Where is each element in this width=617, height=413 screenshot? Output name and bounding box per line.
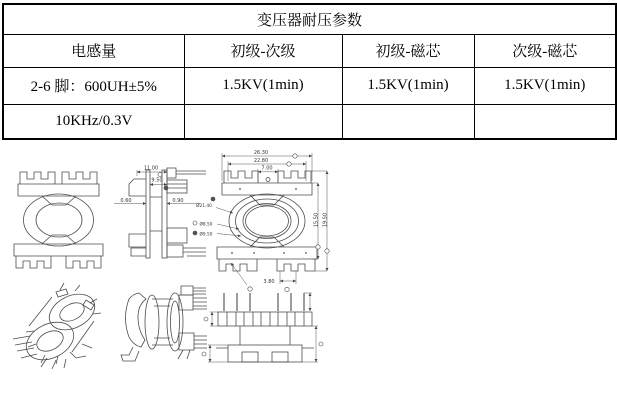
withstand-voltage-table: [2, 3, 617, 140]
front-view-plain: [14, 172, 103, 268]
dim-front-window-height: 15.50: [313, 212, 320, 228]
dim-front-slot-width: 7.00: [261, 165, 273, 172]
col-header-sec-core: 次级-磁芯: [474, 34, 616, 67]
bobbin-mechanical-drawings: [0, 140, 617, 413]
dim-front-overall-height: 19.50: [322, 212, 329, 228]
cell-test-condition: 10KHz/0.3V: [3, 104, 184, 139]
cell-pri-core-value: 1.5KV(1min): [342, 67, 474, 104]
table-title: 变压器耐压参数: [3, 4, 616, 34]
dim-front-flange-width: 22.80: [253, 158, 269, 164]
cell-empty-3: [474, 104, 616, 139]
dim-front-pin-pitch: 3.80: [263, 279, 275, 285]
col-header-inductance: 电感量: [3, 34, 184, 67]
dim-front-dia-mid: Ø8.50: [199, 222, 213, 228]
cell-empty-2: [342, 104, 474, 139]
isometric-view-2: [121, 286, 207, 361]
cell-pri-sec-value: 1.5KV(1min): [184, 67, 342, 104]
cell-empty-1: [184, 104, 342, 139]
dim-side-width-outer: 11.00: [143, 165, 159, 172]
dim-front-overall-width: 26.30: [253, 149, 269, 156]
side-view: [114, 166, 206, 259]
dim-side-width-inner: 9.50: [151, 177, 163, 184]
dim-front-dia-bore: Ø9.50: [199, 232, 213, 238]
dim-side-wall-right: 0.90: [172, 197, 184, 204]
cell-inductance-value: 2-6 脚：600UH±5%: [3, 67, 184, 104]
dim-front-dia-outer: Ø21.40: [196, 204, 212, 209]
bottom-view: [202, 293, 323, 362]
col-header-pri-core: 初级-磁芯: [342, 34, 474, 67]
front-view-dimensioned: [193, 150, 329, 292]
dim-side-wall-left: 0.60: [120, 197, 132, 204]
cell-sec-core-value: 1.5KV(1min): [474, 67, 616, 104]
isometric-view-1: [13, 283, 101, 369]
col-header-pri-sec: 初级-次级: [184, 34, 342, 67]
